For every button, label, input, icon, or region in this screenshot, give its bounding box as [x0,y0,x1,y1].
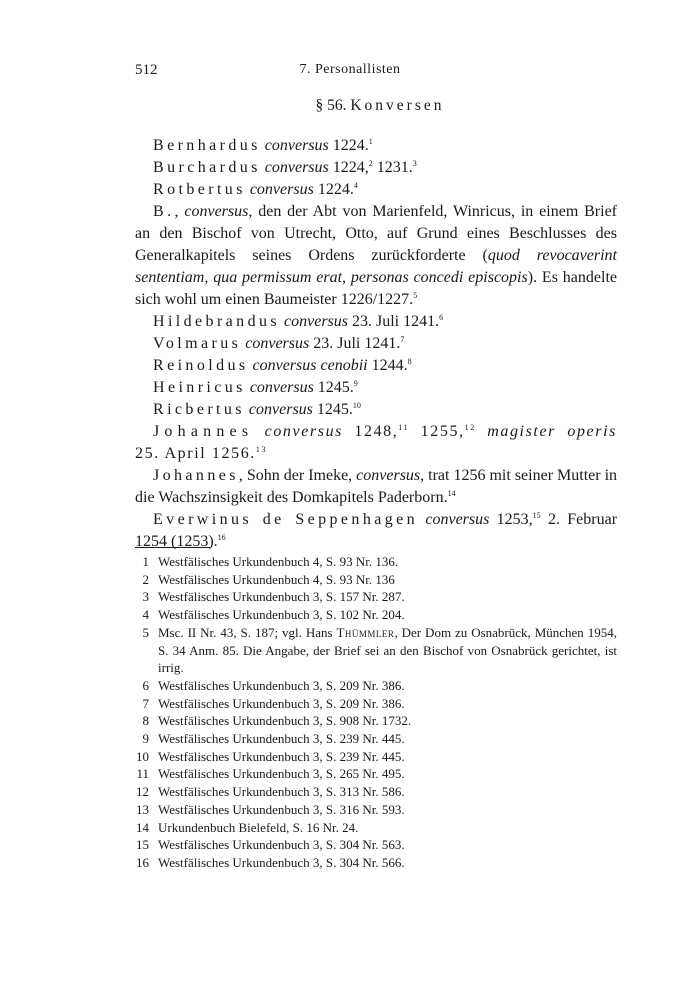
footnote-author: Thümmler [336,624,395,640]
footnote-text: Westfälisches Urkundenbuch 3, S. 239 Nr. 445. [158,731,405,747]
entry-date: 1231. [372,159,413,176]
footnote-text: , Der Dom zu Osnabrück, München 1954, S. 34 Anm. 85. Die Angabe, der Brief sei an den Bischof von Osnabrück gerichtet, ist irrig. [158,624,617,676]
entry-role: conversus cenobii [252,357,368,374]
footnote [135,695,617,713]
footnote [135,606,617,624]
footnote-text: Westfälisches Urkundenbuch 3, S. 313 Nr. 586. [158,784,405,800]
footnote-ref[interactable]: 16 [217,533,226,542]
entry-bernhardus [135,135,617,157]
entry-role: conversus [245,335,310,352]
entry-rotbertus [135,179,617,201]
entry-name: Hildebrandus [153,313,281,330]
footnote-number: 1 [142,554,149,569]
entry-date: 1244. [367,357,408,374]
footnote-number: 3 [142,589,149,605]
entry-johannes-2 [135,465,617,509]
entry-date: 1245. [312,401,353,418]
entry-date: 1224. [313,181,354,198]
footnote [135,765,617,783]
entry-title: magister operis [487,423,617,440]
footnote-number: 5 [142,624,149,640]
entry-text: , Sohn der Imeke, [238,467,357,484]
footnote-text: Westfälisches Urkundenbuch 3, S. 316 Nr. 593. [158,801,405,817]
entry-text: , trat 1256 mit seiner Mutter in die Wachszinsigkeit des Domkapitels Paderborn. [135,467,618,506]
footnote-ref[interactable]: 7 [400,335,405,344]
footnote-number: 16 [136,854,149,870]
footnote-number: 13 [136,801,149,817]
entry-date: 23. Juli 1241. [348,313,440,330]
page-number: 512 [135,62,158,78]
footnote [135,553,617,571]
footnote-ref[interactable]: 10 [352,401,361,410]
footnote-text: Westfälisches Urkundenbuch 3, S. 265 Nr. 495. [158,766,405,782]
entry-role: conversus [264,137,329,154]
footnote-text: Westfälisches Urkundenbuch 3, S. 908 Nr. 1732. [158,713,412,729]
entry-name: Johannes [153,423,254,440]
entry-date: 1255, [409,423,465,440]
entry-date: 1245. [313,379,354,396]
footnote-text: Msc. II Nr. 43, S. 187; vgl. Hans [158,624,337,640]
entry-text: , den der Abt von Marienfeld, Winricus, in einem Brief an den Bischof von Utrecht, Otto, auf Grund eines Beschlusses des Generalkapitels seines Ordens zurückforderte ( [135,203,618,264]
section-title-text: Konversen [350,97,445,114]
footnote-number: 15 [136,837,149,853]
footnote-text: Westfälisches Urkundenbuch 3, S. 102 Nr. 204. [158,607,405,623]
footnote-number: 14 [136,819,149,835]
entry-volmarus [135,333,617,355]
footnote-rule [135,547,210,548]
footnote-ref[interactable]: 11 [398,423,410,432]
entry-date: 23. Juli 1241. [309,335,401,352]
entry-date: 1224. [328,137,369,154]
footnote [135,819,617,837]
footnote-ref[interactable]: 6 [439,313,444,322]
footnote [135,748,617,766]
entry-role: conversus [184,203,249,220]
footnote-text: Westfälisches Urkundenbuch 3, S. 304 Nr. 566. [158,854,405,870]
section-title [0,97,700,115]
entry-b: B., conversus, den der Abt von Marienfeld, Winricus, in einem Brief an den Bischof von Utrecht, Otto, auf Grund eines Beschlusses des Generalkapitels seines Ordens zurückforderte (quod revocaverint sententiam, qua permissum erat, personas concedi episcopis). Es handelte sich wohl um einen Baumeister 1226/1227.$^5$ [135,203,618,308]
footnote-number: 9 [142,731,149,747]
entry-role: conversus [264,159,329,176]
footnote-text: Westfälisches Urkundenbuch 3, S. 157 Nr. 287. [158,589,405,605]
entry-role: conversus [249,181,314,198]
entry-burchardus [135,157,617,179]
footnote [135,588,617,606]
footnote-number: 2 [142,571,149,587]
entry-name: B. [153,203,175,220]
footnote-number: 11 [136,766,149,782]
entry-name: Reinoldus [153,357,249,374]
footnote-ref[interactable]: 15 [532,511,541,520]
footnote-text: Urkundenbuch Bielefeld, S. 16 Nr. 24. [158,819,359,835]
footnote [135,677,617,695]
footnote-ref[interactable]: 2 [368,159,373,168]
running-head: 7. Personallisten [299,62,401,77]
footnote-ref[interactable]: 12 [464,423,476,432]
entry-name: Ricbertus [153,401,245,418]
footnote-text: Westfälisches Urkundenbuch 3, S. 304 Nr. 563. [158,837,405,853]
entry-quote: quod revocaverint sententiam, qua permissum erat, personas concedi episcopis [135,247,617,286]
footnote-ref[interactable]: 5 [413,291,418,300]
footnote-text: Westfälisches Urkundenbuch 3, S. 209 Nr. 386. [158,677,405,693]
entry-date: 25. April 1256. [135,445,256,462]
entry-name: Rotbertus [153,181,246,198]
footnotes [135,553,617,872]
footnote [135,801,617,819]
footnote [135,836,617,854]
footnote-ref[interactable]: 9 [353,379,358,388]
footnote [135,854,617,872]
entry-ricbertus [135,399,617,421]
entry-reinoldus [135,355,617,377]
footnote [135,571,617,589]
footnote-number: 8 [142,713,149,729]
footnote-ref[interactable]: 14 [447,489,456,498]
entry-name: Everwinus de Seppenhagen [153,511,419,528]
footnote-text: Westfälisches Urkundenbuch 3, S. 209 Nr. 386. [158,695,405,711]
entry-role: conversus [284,313,348,330]
entry-johannes-1 [135,421,617,465]
footnote-text: Westfälisches Urkundenbuch 3, S. 239 Nr. 445. [158,748,405,764]
entry-date: 2. Februar 1254 (1253). [135,511,618,550]
entry-role: conversus [248,401,313,418]
footnote [135,730,617,748]
entry-date: 1248, [343,423,399,440]
footnote-ref[interactable]: 8 [407,357,412,366]
entry-name: Volmarus [153,335,242,352]
entry-role: conversus [356,467,421,484]
footnote-number: 4 [142,607,149,623]
entry-hildebrandus [135,311,617,333]
section-number: § 56. [315,97,347,114]
footnote-number: 7 [142,695,149,711]
footnote-ref[interactable]: 3 [412,159,417,168]
footnote-number: 12 [136,784,149,800]
entry-text: ). Es handelte sich wohl um einen Baumeister 1226/1227. [135,269,617,308]
footnote-ref[interactable]: 13 [255,445,268,454]
entry-role: conversus [249,379,314,396]
footnote [135,624,617,677]
entry-role: conversus [425,511,490,528]
entry-list [135,135,617,553]
footnote-text: Westfälisches Urkundenbuch 4, S. 93 Nr. 136. [158,554,399,569]
entry-name: Heinricus [153,379,246,396]
footnote [135,712,617,730]
entry-name: Bernhardus [153,137,261,154]
entry-date: 1224, [328,159,369,176]
footnote-text: Westfälisches Urkundenbuch 4, S. 93 Nr. 136 [158,571,395,587]
footnote-number: 6 [142,677,149,693]
footnote-ref[interactable]: 4 [353,181,358,190]
entry-role: conversus [264,423,344,440]
footnote-number: 10 [136,748,149,764]
entry-heinricus [135,377,617,399]
footnote-ref[interactable]: 1 [368,137,373,146]
footnote [135,783,617,801]
entry-name: Johannes [153,467,239,484]
entry-date: 1253, [489,511,533,528]
entry-name: Burchardus [153,159,261,176]
